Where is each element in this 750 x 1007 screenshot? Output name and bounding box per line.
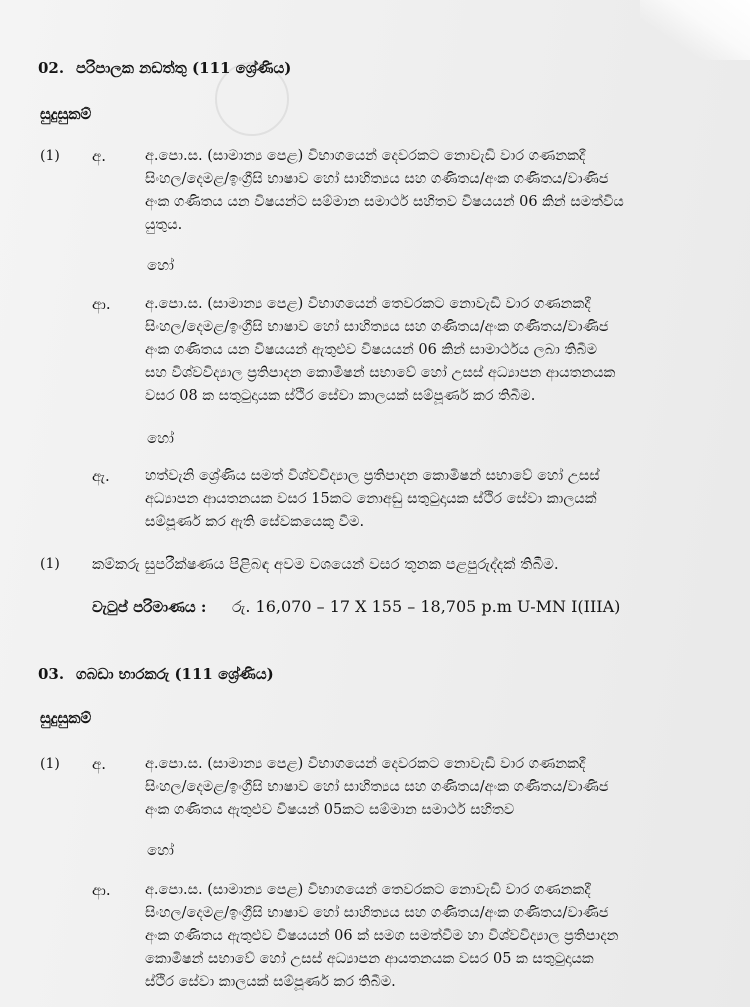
section-03-aa-label: ආ.: [92, 881, 111, 899]
section-03-a-text: [145, 753, 720, 822]
section-02-item2-text: කම්කරු සුපරීක්ෂණය පිළිබඳ අවම වශයෙන් වසර තුනක පළපුරුද්දක් තිබීම.: [92, 555, 559, 573]
text-line: සිංහල/දෙමළ/ඉංග්‍රීසි භාෂාව හෝ සාහිත්‍යය සහ ගණිතය/අංක ගණිතය/වාණිජ: [145, 779, 609, 795]
salary-label: වැටුප් පරිමාණය :: [92, 598, 207, 616]
text-line: සම්පූර්ණ කර ඇති සේවකයෙකු වීම.: [145, 514, 365, 530]
section-02-qualifications-heading: සුදුසුකම්: [40, 105, 92, 123]
section-02-ae-text: [145, 465, 720, 534]
section-02-item2-number: (1): [40, 556, 60, 572]
page-fold-highlight: [640, 0, 750, 60]
salary-value: රු. 16,070 – 17 X 155 – 18,705 p.m U-MN I(IIIA): [232, 597, 621, 616]
section-02-or-1: හෝ: [147, 256, 174, 274]
text-line: සිංහල/දෙමළ/ඉංග්‍රීසි භාෂාව හෝ සාහිත්‍යය සහ ගණිතය/අංක ගණිතය/වාණිජ: [145, 171, 609, 187]
text-line: වසර 08 ක සතුටුදායක ස්ථිර සේවා කාලයක් සම්පූර්ණ කර තිබීම.: [145, 388, 536, 404]
text-line: අ.පො.ස. (සාමාන්‍ය පෙළ) විභාගයෙන් තෙවරකට නොවැඩි වාර ගණනකදී: [145, 296, 591, 312]
section-02-aa-label: ආ.: [92, 295, 111, 313]
section-03-title: ගබඩා භාරකරු (111 ශ්‍රේණිය): [76, 665, 274, 683]
section-02-a-text: [145, 145, 720, 237]
section-02-aa-text: [145, 293, 720, 408]
section-02-number: 02.: [38, 59, 65, 77]
text-line: අංක ගණිතය ඇතුළුව විෂයයන් 06 ක් සමග සමත්වීම හා විශ්වවිද්‍යාල ප්‍රතිපාදන: [145, 928, 619, 944]
text-line: සහ විශ්වවිද්‍යාල ප්‍රතිපාදන කොමිෂන් සභාවේ හෝ උසස් අධ්‍යාපන ආයතනයක: [145, 365, 616, 381]
text-line: හත්වැනි ශ්‍රේණිය සමත් විශ්වවිද්‍යාල ප්‍රතිපාදන කොමිෂන් සභාවේ හෝ උසස්: [145, 468, 600, 484]
text-line: සිංහල/දෙමළ/ඉංග්‍රීසි භාෂාව හෝ සාහිත්‍යය සහ ගණිතය/අංක ගණිතය/වාණිජ: [145, 319, 609, 335]
section-03-number: 03.: [38, 665, 65, 683]
section-03-qualifications-heading: සුදුසුකම්: [40, 709, 92, 727]
text-line: අංක ගණිතය යන විෂයයන් ඇතුළුව විෂයයන් 06 කින් සාමාර්ථය ලබා තිබීම: [145, 342, 598, 358]
text-line: ස්ථිර සේවා කාලයක් සම්පූර්ණ කර තිබීම.: [145, 974, 396, 990]
text-line: අ.පො.ස. (සාමාන්‍ය පෙළ) විභාගයෙන් තෙවරකට නොවැඩි වාර ගණනකදී: [145, 882, 591, 898]
section-03-aa-text: [145, 879, 720, 994]
section-02-ae-label: ඇ.: [92, 467, 110, 485]
section-03-a-label: අ.: [92, 755, 107, 773]
section-03-or-1: හෝ: [147, 841, 174, 859]
text-line: අංක ගණිතය ඇතුළුව විෂයන් 05කට සම්මාන සමාර්ථ සහිතව: [145, 802, 515, 818]
text-line: අ.පො.ස. (සාමාන්‍ය පෙළ) විභාගයෙන් දෙවරකට නොවැඩි වාර ගණනකදී: [145, 756, 586, 772]
text-line: අ.පො.ස. (සාමාන්‍ය පෙළ) විභාගයෙන් දෙවරකට නොවැඩි වාර ගණනකදී: [145, 148, 586, 164]
text-line: අංක ගණිතය යන විෂයන්ට සම්මාන සමාර්ථ සහිතව විෂයයන් 06 කින් සමත්විය: [145, 194, 624, 210]
text-line: කොමිෂන් සභාවේ හෝ උසස් අධ්‍යාපන ආයතනයක වසර 05 ක සතුටුදායක: [145, 951, 594, 967]
text-line: සිංහල/දෙමළ/ඉංග්‍රීසි භාෂාව හෝ සාහිත්‍යය සහ ගණිතය/අංක ගණිතය/වාණිජ: [145, 905, 609, 921]
section-02-title: පරිපාලක නඩත්තු (111 ශ්‍රේණිය): [76, 59, 292, 77]
section-02-a-label: අ.: [92, 147, 107, 165]
section-02-item-number: (1): [40, 148, 60, 164]
section-02-or-2: හෝ: [147, 429, 174, 447]
section-03-item-number: (1): [40, 756, 60, 772]
text-line: යුතුය.: [145, 217, 183, 233]
text-line: අධ්‍යාපන ආයතනයක වසර 15කට නොඅඩු සතුටුදායක ස්ථිර සේවා කාලයක්: [145, 491, 597, 507]
